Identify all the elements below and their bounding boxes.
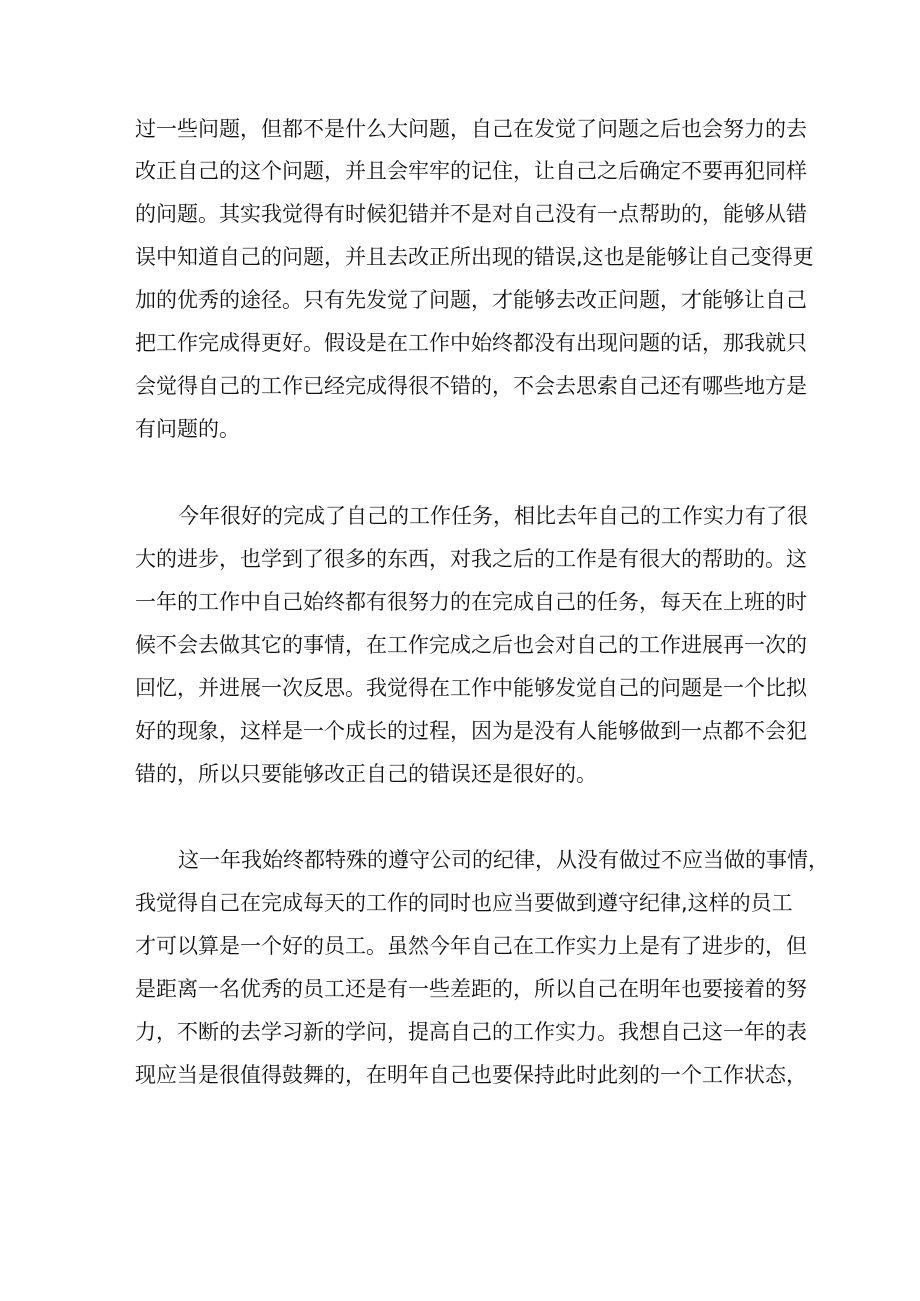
text-line: 大的进步，也学到了很多的东西，对我之后的工作是有很大的帮助的。这 xyxy=(135,547,807,571)
text-line: 才可以算是一个好的员工。虽然今年自己在工作实力上是有了进步的，但 xyxy=(135,934,807,958)
text-line: 是距离一名优秀的员工还是有一些差距的，所以自己在明年也要接着的努 xyxy=(135,977,807,1001)
text-line: 候不会去做其它的事情，在工作完成之后也会对自己的工作进展再一次的 xyxy=(135,633,807,657)
text-line: 把工作完成得更好。假设是在工作中始终都没有出现问题的话，那我就只 xyxy=(135,331,807,355)
paragraph-first-line: 这一年我始终都特殊的遵守公司的纪律，从没有做过不应当做的事情， xyxy=(178,848,829,872)
text-line: 的问题。其实我觉得有时候犯错并不是对自己没有一点帮助的，能够从错 xyxy=(135,202,807,226)
text-line: 过一些问题，但都不是什么大问题，自己在发觉了问题之后也会努力的去 xyxy=(135,117,807,141)
text-line: 误中知道自己的问题，并且去改正所出现的错误,这也是能够让自己变得更 xyxy=(135,245,814,269)
text-line: 改正自己的这个问题，并且会牢牢的记住，让自己之后确定不要再犯同样 xyxy=(135,159,807,183)
text-line: 好的现象，这样是一个成长的过程，因为是没有人能够做到一点都不会犯 xyxy=(135,719,807,743)
paragraph-first-line: 今年很好的完成了自己的工作任务，相比去年自己的工作实力有了很 xyxy=(178,504,808,528)
text-line: 我觉得自己在完成每天的工作的同时也应当要做到遵守纪律,这样的员工 xyxy=(135,891,793,915)
text-line: 有问题的。 xyxy=(135,417,240,441)
text-line: 会觉得自己的工作已经完成得很不错的，不会去思索自己还有哪些地方是 xyxy=(135,374,807,398)
text-line: 错的，所以只要能够改正自己的错误还是很好的。 xyxy=(135,762,597,786)
text-line: 一年的工作中自己始终都有很努力的在完成自己的任务，每天在上班的时 xyxy=(135,590,807,614)
text-line: 加的优秀的途径。只有先发觉了问题，才能够去改正问题，才能够让自己 xyxy=(135,288,807,312)
text-line: 回忆，并进展一次反思。我觉得在工作中能够发觉自己的问题是一个比拟 xyxy=(135,676,807,700)
text-line: 力，不断的去学习新的学问，提高自己的工作实力。我想自己这一年的表 xyxy=(135,1020,807,1044)
text-line: 现应当是很值得鼓舞的，在明年自己也要保持此时此刻的一个工作状态， xyxy=(135,1063,807,1087)
